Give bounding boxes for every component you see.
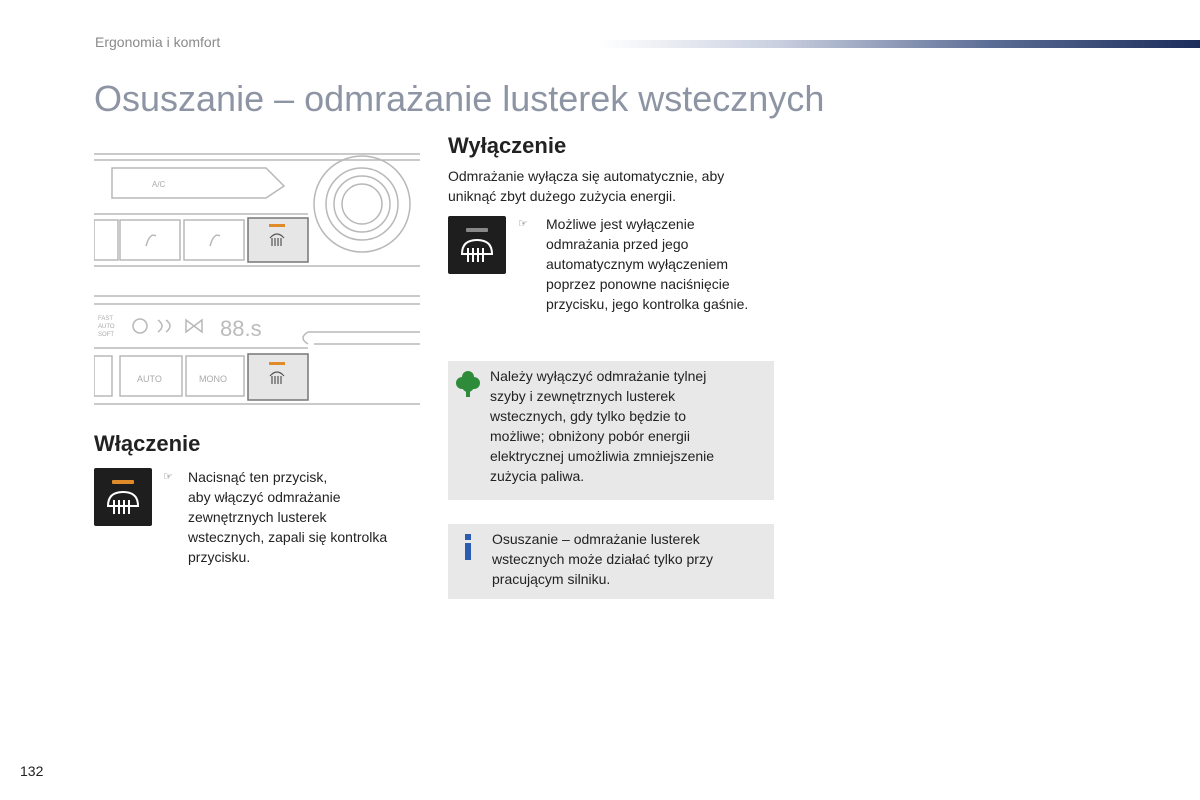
mirror-defrost-icon (94, 468, 152, 526)
ac-label: A/C (152, 180, 166, 189)
climate-panel-illustration-bottom (94, 294, 420, 408)
wylaczenie-text: Możliwe jest wyłączenie odmrażania przed jego automatycznym wyłączeniem poprzez ponowne naciśnięcie przycisku, jego kontrolka gaśnie. (546, 216, 749, 312)
wlaczenie-bullet: ☞ (163, 471, 173, 483)
tree-icon (456, 369, 480, 399)
defrost-button-on (94, 468, 152, 526)
page-title: Osuszanie – odmrażanie lusterek wstecznych (94, 78, 825, 119)
wylaczenie-heading: Wyłączenie (448, 133, 567, 158)
auto-button-label: AUTO (137, 374, 162, 384)
display-value: 88.s (220, 316, 262, 341)
info-note-panel (448, 524, 774, 599)
page-number: 132 (20, 763, 44, 779)
mirror-defrost-icon (448, 216, 506, 274)
section-title: Ergonomia i komfort (95, 34, 221, 50)
wlaczenie-heading: Włączenie (94, 431, 201, 456)
header-bar (600, 40, 1200, 48)
eco-note-text: Należy wyłączyć odmrażanie tylnej szyby i zewnętrznych lusterek wstecznych, gdy tylko będzie to możliwe; obniżony pobór energii elektrycznej umożliwia zmniejszenie zużycia paliwa. (490, 368, 715, 484)
fast-label: FAST (98, 316, 114, 322)
soft-label: SOFT (98, 332, 114, 338)
climate-panel-illustration-top (94, 152, 420, 270)
mono-button-label: MONO (199, 374, 227, 384)
defrost-button-off (448, 216, 506, 274)
wylaczenie-intro: Odmrażanie wyłącza się automatycznie, aby uniknąć zbyt dużego zużycia energii. (448, 168, 725, 204)
info-icon (462, 534, 474, 560)
info-note-text: Osuszanie – odmrażanie lusterek wstecznych może działać tylko przy pracującym silniku. (492, 531, 713, 587)
auto-small-label: AUTO (98, 324, 115, 330)
wylaczenie-bullet: ☞ (518, 218, 528, 230)
eco-note-panel (448, 361, 774, 500)
wlaczenie-text: Nacisnąć ten przycisk, aby włączyć odmrażanie zewnętrznych lusterek wstecznych, zapali się kontrolka przycisku. (188, 469, 388, 565)
